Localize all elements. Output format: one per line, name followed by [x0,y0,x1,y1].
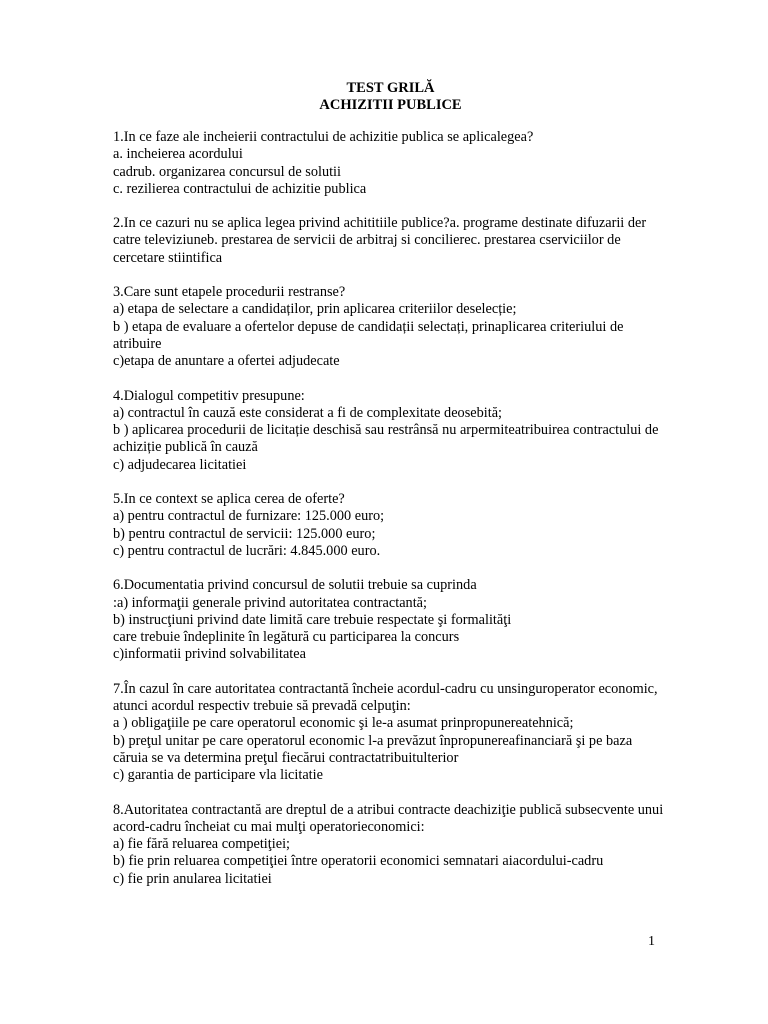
answer-option: b ) aplicarea procedurii de licitație deschisă sau restrânsă nu arpermiteatribuirea contractului de achiziție publică în cauză [113,422,659,456]
answer-option: a) contractul în cauză este considerat a fi de complexitate deosebită; [113,404,503,421]
answer-option: a ) obligaţiile pe care operatorul economic şi le-a asumat prinpropunereatehnică; [113,715,574,732]
question-list [113,129,668,888]
question-text: 6.Documentatia privind concursul de solutii trebuie sa cuprinda [113,577,477,594]
answer-option: b) preţul unitar pe care operatorul economic l-a prevăzut înpropunereafinanciară şi pe baza căruia se va determina preţul fiecărui contractatribuitulterior [113,732,633,766]
question-block [113,388,668,474]
answer-option: c)informatii privind solvabilitatea [113,646,306,663]
question-text: 3.Care sunt etapele procedurii restranse? [113,284,346,301]
question-block [113,491,668,560]
answer-option: b) instrucţiuni privind date limită care trebuie respectate şi formalităţi [113,611,512,628]
question-block [113,681,668,785]
answer-option: b) pentru contractul de servicii: 125.000 euro; [113,525,376,542]
question-text: 1.In ce faze ale incheierii contractului de achizitie publica se aplicalegea? [113,129,534,145]
page-number: 1 [648,934,655,949]
answer-option: a) fie fără reluarea competiţiei; [113,836,291,853]
answer-option: b) fie prin reluarea competiţiei între operatorii economici semnatari aiacordului-cadru [113,853,604,870]
answer-option: :a) informaţii generale privind autoritatea contractantă; [113,594,427,611]
answer-option: c) garantia de participare vla licitatie [113,767,323,784]
answer-option: cadrub. organizarea concursul de solutii [113,163,342,180]
answer-option: care trebuie îndeplinite în legătură cu participarea la concurs [113,629,460,646]
question-text: 8.Autoritatea contractantă are dreptul de a atribui contracte deachiziţie publică subsecvente unui acord-cadru încheiat cu mai mulţi operatorieconomici: [113,801,664,835]
answer-option: c) pentru contractul de lucrări: 4.845.000 euro. [113,542,381,559]
question-block [113,215,668,267]
question-block [113,802,668,888]
document-title: TEST GRILĂ [346,80,435,96]
answer-option: a. incheierea acordului [113,146,243,163]
answer-option: c) adjudecarea licitatiei [113,456,247,473]
answer-option: a) etapa de selectare a candidaților, prin aplicarea criteriilor deselecție; [113,301,517,318]
document-subtitle: ACHIZITII PUBLICE [319,97,462,113]
answer-option: b ) etapa de evaluare a ofertelor depuse de candidații selectați, prinaplicarea criteriului de atribuire [113,318,624,352]
question-text: 2.In ce cazuri nu se aplica legea privind achititiile publice?a. programe destinate difuzarii der catre televiziuneb. prestarea de servicii de arbitraj si concilierec. prestarea cserviciilor de cercetare stiintifica [113,215,647,266]
question-block [113,577,668,663]
question-text: 7.În cazul în care autoritatea contractantă încheie acordul-cadru cu unsinguroperator economic, atunci acordul respectiv trebuie să prevadă celpuţin: [113,680,658,715]
question-text: 5.In ce context se aplica cerea de oferte? [113,491,345,508]
answer-option: a) pentru contractul de furnizare: 125.000 euro; [113,508,385,525]
document-page [113,80,668,905]
answer-option: c)etapa de anuntare a ofertei adjudecate [113,353,340,370]
question-text: 4.Dialogul competitiv presupune: [113,387,305,404]
question-block [113,284,668,370]
answer-option: c. rezilierea contractului de achizitie publica [113,180,367,197]
question-block [113,129,668,198]
answer-option: c) fie prin anularea licitatiei [113,870,272,887]
